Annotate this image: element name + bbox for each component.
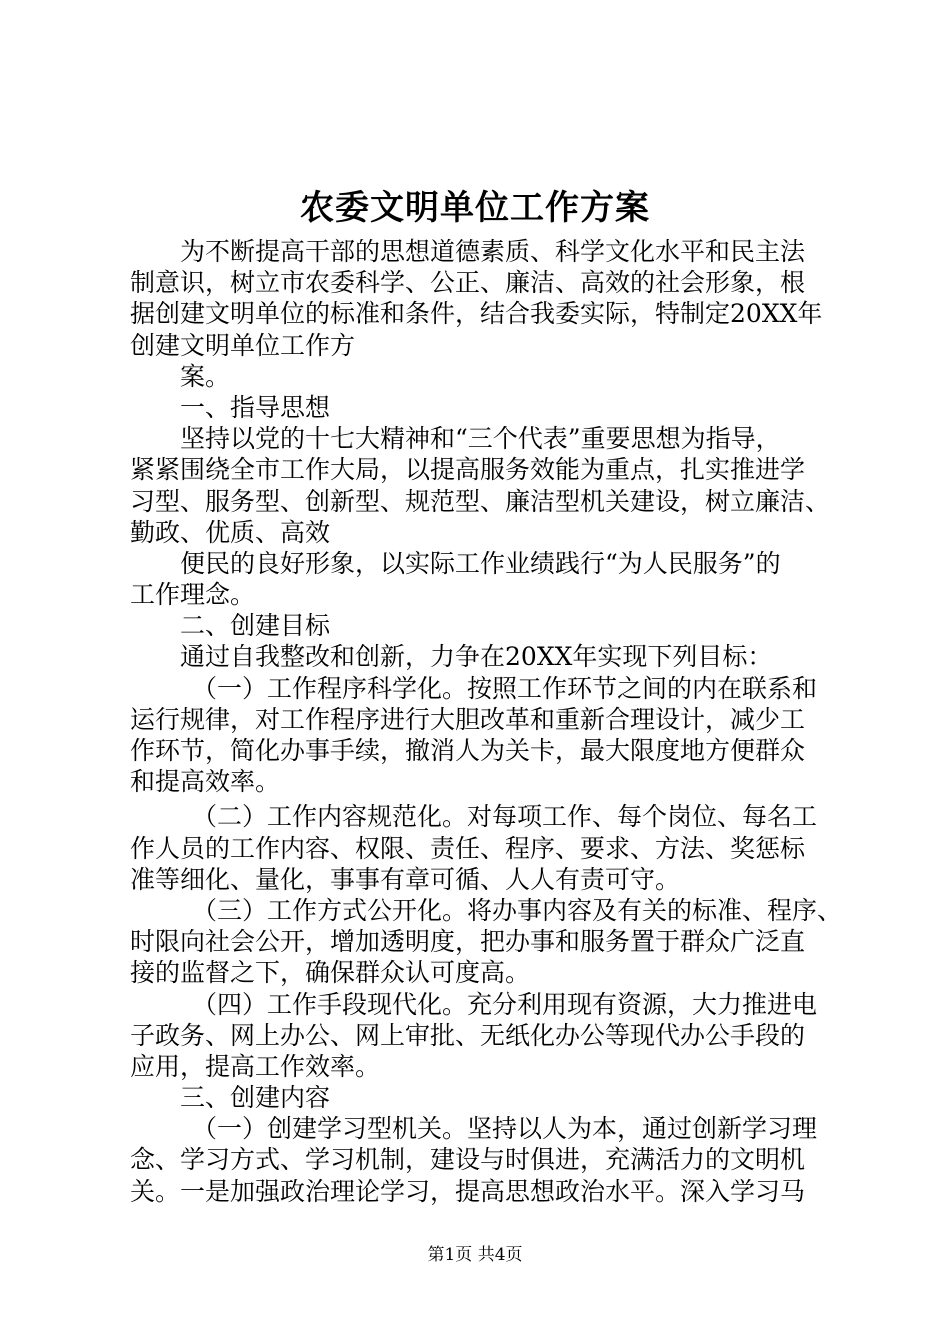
body-line: （四）工作手段现代化。充分利用现有资源，大力推进电 <box>192 989 818 1019</box>
body-line: 和提高效率。 <box>130 767 281 797</box>
body-line: 紧紧围绕全市工作大局，以提高服务效能为重点，扎实推进学 <box>130 455 806 485</box>
body-line: 坚持以党的十七大精神和“三个代表”重要思想为指导， <box>180 424 781 454</box>
body-line: 便民的良好形象，以实际工作业绩践行“为人民服务”的 <box>180 548 781 578</box>
body-line: 创建文明单位工作方 <box>130 330 356 360</box>
document-body <box>130 236 843 1207</box>
section-heading: 二、创建目标 <box>180 611 331 641</box>
body-line: 时限向社会公开，增加透明度，把办事和服务置于群众广泛直 <box>130 927 806 957</box>
body-line: （一）创建学习型机关。坚持以人为本，通过创新学习理 <box>192 1114 818 1144</box>
body-line: 接的监督之下，确保群众认可度高。 <box>130 958 531 988</box>
body-line: 子政务、网上办公、网上审批、无纸化办公等现代办公手段的 <box>130 1020 806 1050</box>
body-line: 工作理念。 <box>130 580 256 610</box>
body-line: 案。 <box>180 361 231 391</box>
body-line: 运行规律，对工作程序进行大胆改革和重新合理设计，减少工 <box>130 704 806 734</box>
body-line: 关。一是加强政治理论学习，提高思想政治水平。深入学习马 <box>130 1176 806 1206</box>
body-line: （二）工作内容规范化。对每项工作、每个岗位、每名工 <box>192 802 818 832</box>
section-heading: 一、指导思想 <box>180 392 331 422</box>
body-line: 作人员的工作内容、权限、责任、程序、要求、方法、奖惩标 <box>130 833 806 863</box>
body-line: 勤政、优质、高效 <box>130 517 331 547</box>
body-line: 应用，提高工作效率。 <box>130 1051 381 1081</box>
section-heading: 三、创建内容 <box>180 1083 331 1113</box>
body-line: （一）工作程序科学化。按照工作环节之间的内在联系和 <box>192 673 818 703</box>
body-line: 念、学习方式、学习机制，建设与时俱进，充满活力的文明机 <box>130 1145 806 1175</box>
document-title: 农委文明单位工作方案 <box>300 188 650 228</box>
body-line: 据创建文明单位的标准和条件，结合我委实际，特制定20XX年 <box>130 299 823 329</box>
body-line: 为不断提高干部的思想道德素质、科学文化水平和民主法 <box>180 237 806 266</box>
body-line: 准等细化、量化，事事有章可循、人人有责可守。 <box>130 864 681 894</box>
body-line: （三）工作方式公开化。将办事内容及有关的标准、程序、 <box>192 895 843 925</box>
body-line: 通过自我整改和创新，力争在20XX年实现下列目标： <box>180 642 773 672</box>
page-footer: 第1页 共4页 <box>427 1245 523 1265</box>
body-line: 习型、服务型、创新型、规范型、廉洁型机关建设，树立廉洁、 <box>130 486 831 516</box>
body-line: 作环节，简化办事手续，撤消人为关卡，最大限度地方便群众 <box>130 736 806 765</box>
body-line: 制意识，树立市农委科学、公正、廉洁、高效的社会形象，根 <box>130 268 806 298</box>
